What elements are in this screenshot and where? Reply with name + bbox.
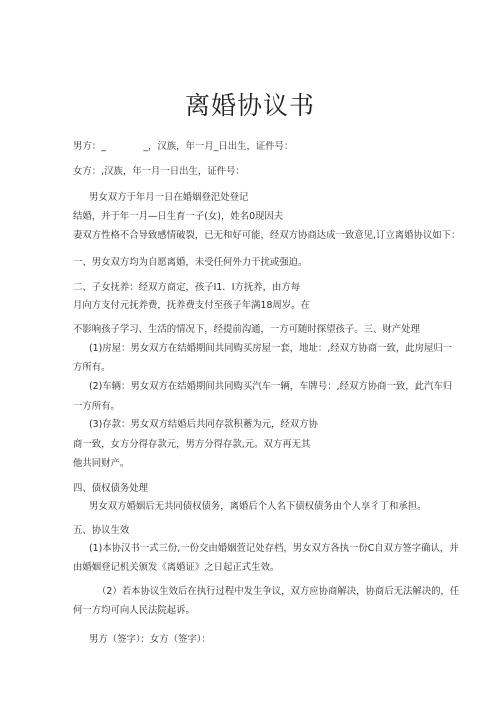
text-line: 男方：_ _，汉族，年一月_日出生，证件号： <box>73 141 294 152</box>
text-line: 一、男女双方均为自愿离婚，未受任何外力干扰或强迫。 <box>73 257 308 268</box>
text-line: 一方所有。 <box>73 401 120 412</box>
text-line: 方所有。 <box>73 362 111 373</box>
text-line: 男女双方于年月一日在婚姻登汜处登记 <box>89 192 249 203</box>
text-line: 五、协议生效 <box>73 525 130 536</box>
text-line: (2)车辆：男女双方在结婚期间共同购买汽车一辆，车牌号：,经双方协商一致，此汽车归 <box>89 381 453 392</box>
text-line: 妻双方性格不合导致感情破裂，已无和好可能，经双方协商达成一致意见,订立离婚协议如下： <box>73 230 461 241</box>
text-line: 结婚，并于年一月—日生育一子(女)，姓名0现因夫 <box>73 211 284 222</box>
text-line: （2）若本协议生效后在执行过程中发生争议，双方应协商解决，协商后无法解决的，任 <box>97 586 460 597</box>
text-line: 男女双方婚姻后无共同债权债务，离婚后个人名下债权债务由个人享彳丁和承担。 <box>89 501 427 512</box>
text-line: (1)房屋：男女双方在结婚期间共同购买房屋一套，地址：,经双方协商一致，此房屋归一 <box>89 343 453 354</box>
text-line: 二、子女抚养：经双方商定，孩子I1．I方抚养，由方每 <box>73 282 301 293</box>
text-line: 女方：,汉族，年一月一日出生，证件号： <box>73 166 245 177</box>
text-line: 男方（签字）：女方（签字）： <box>89 634 211 645</box>
text-line: 他共同财产。 <box>73 458 130 469</box>
document-title: 离婚协议书 <box>184 91 315 120</box>
text-line: (1)本协汉书一式三份,一份交由婚姻萱记处存档，男女双方各执一份C自双方签字确认，并 <box>89 543 459 554</box>
text-line: 何一方均可向人民法院起诉。 <box>73 605 195 616</box>
text-line: 月向方支付元抚养费，抚养费支付至孩子年满18周岁。在 <box>73 300 310 311</box>
text-line: 由婚姻登记机关颁发《离婚证》之日起正式生效。 <box>73 562 280 573</box>
text-line: 商一致，女方分得存款元，男方分得存款,元。双方再无其 <box>73 439 311 450</box>
text-line: (3)存款：男女双方结婚后共同存款积蓄为元，经双方协 <box>89 419 318 430</box>
text-line: 不影响孩子学习、生活的情况下，经提前沟通，一方可随时探望孩子。三、财产处理 <box>73 324 420 335</box>
text-line: 四、债权债务处理 <box>73 483 149 494</box>
